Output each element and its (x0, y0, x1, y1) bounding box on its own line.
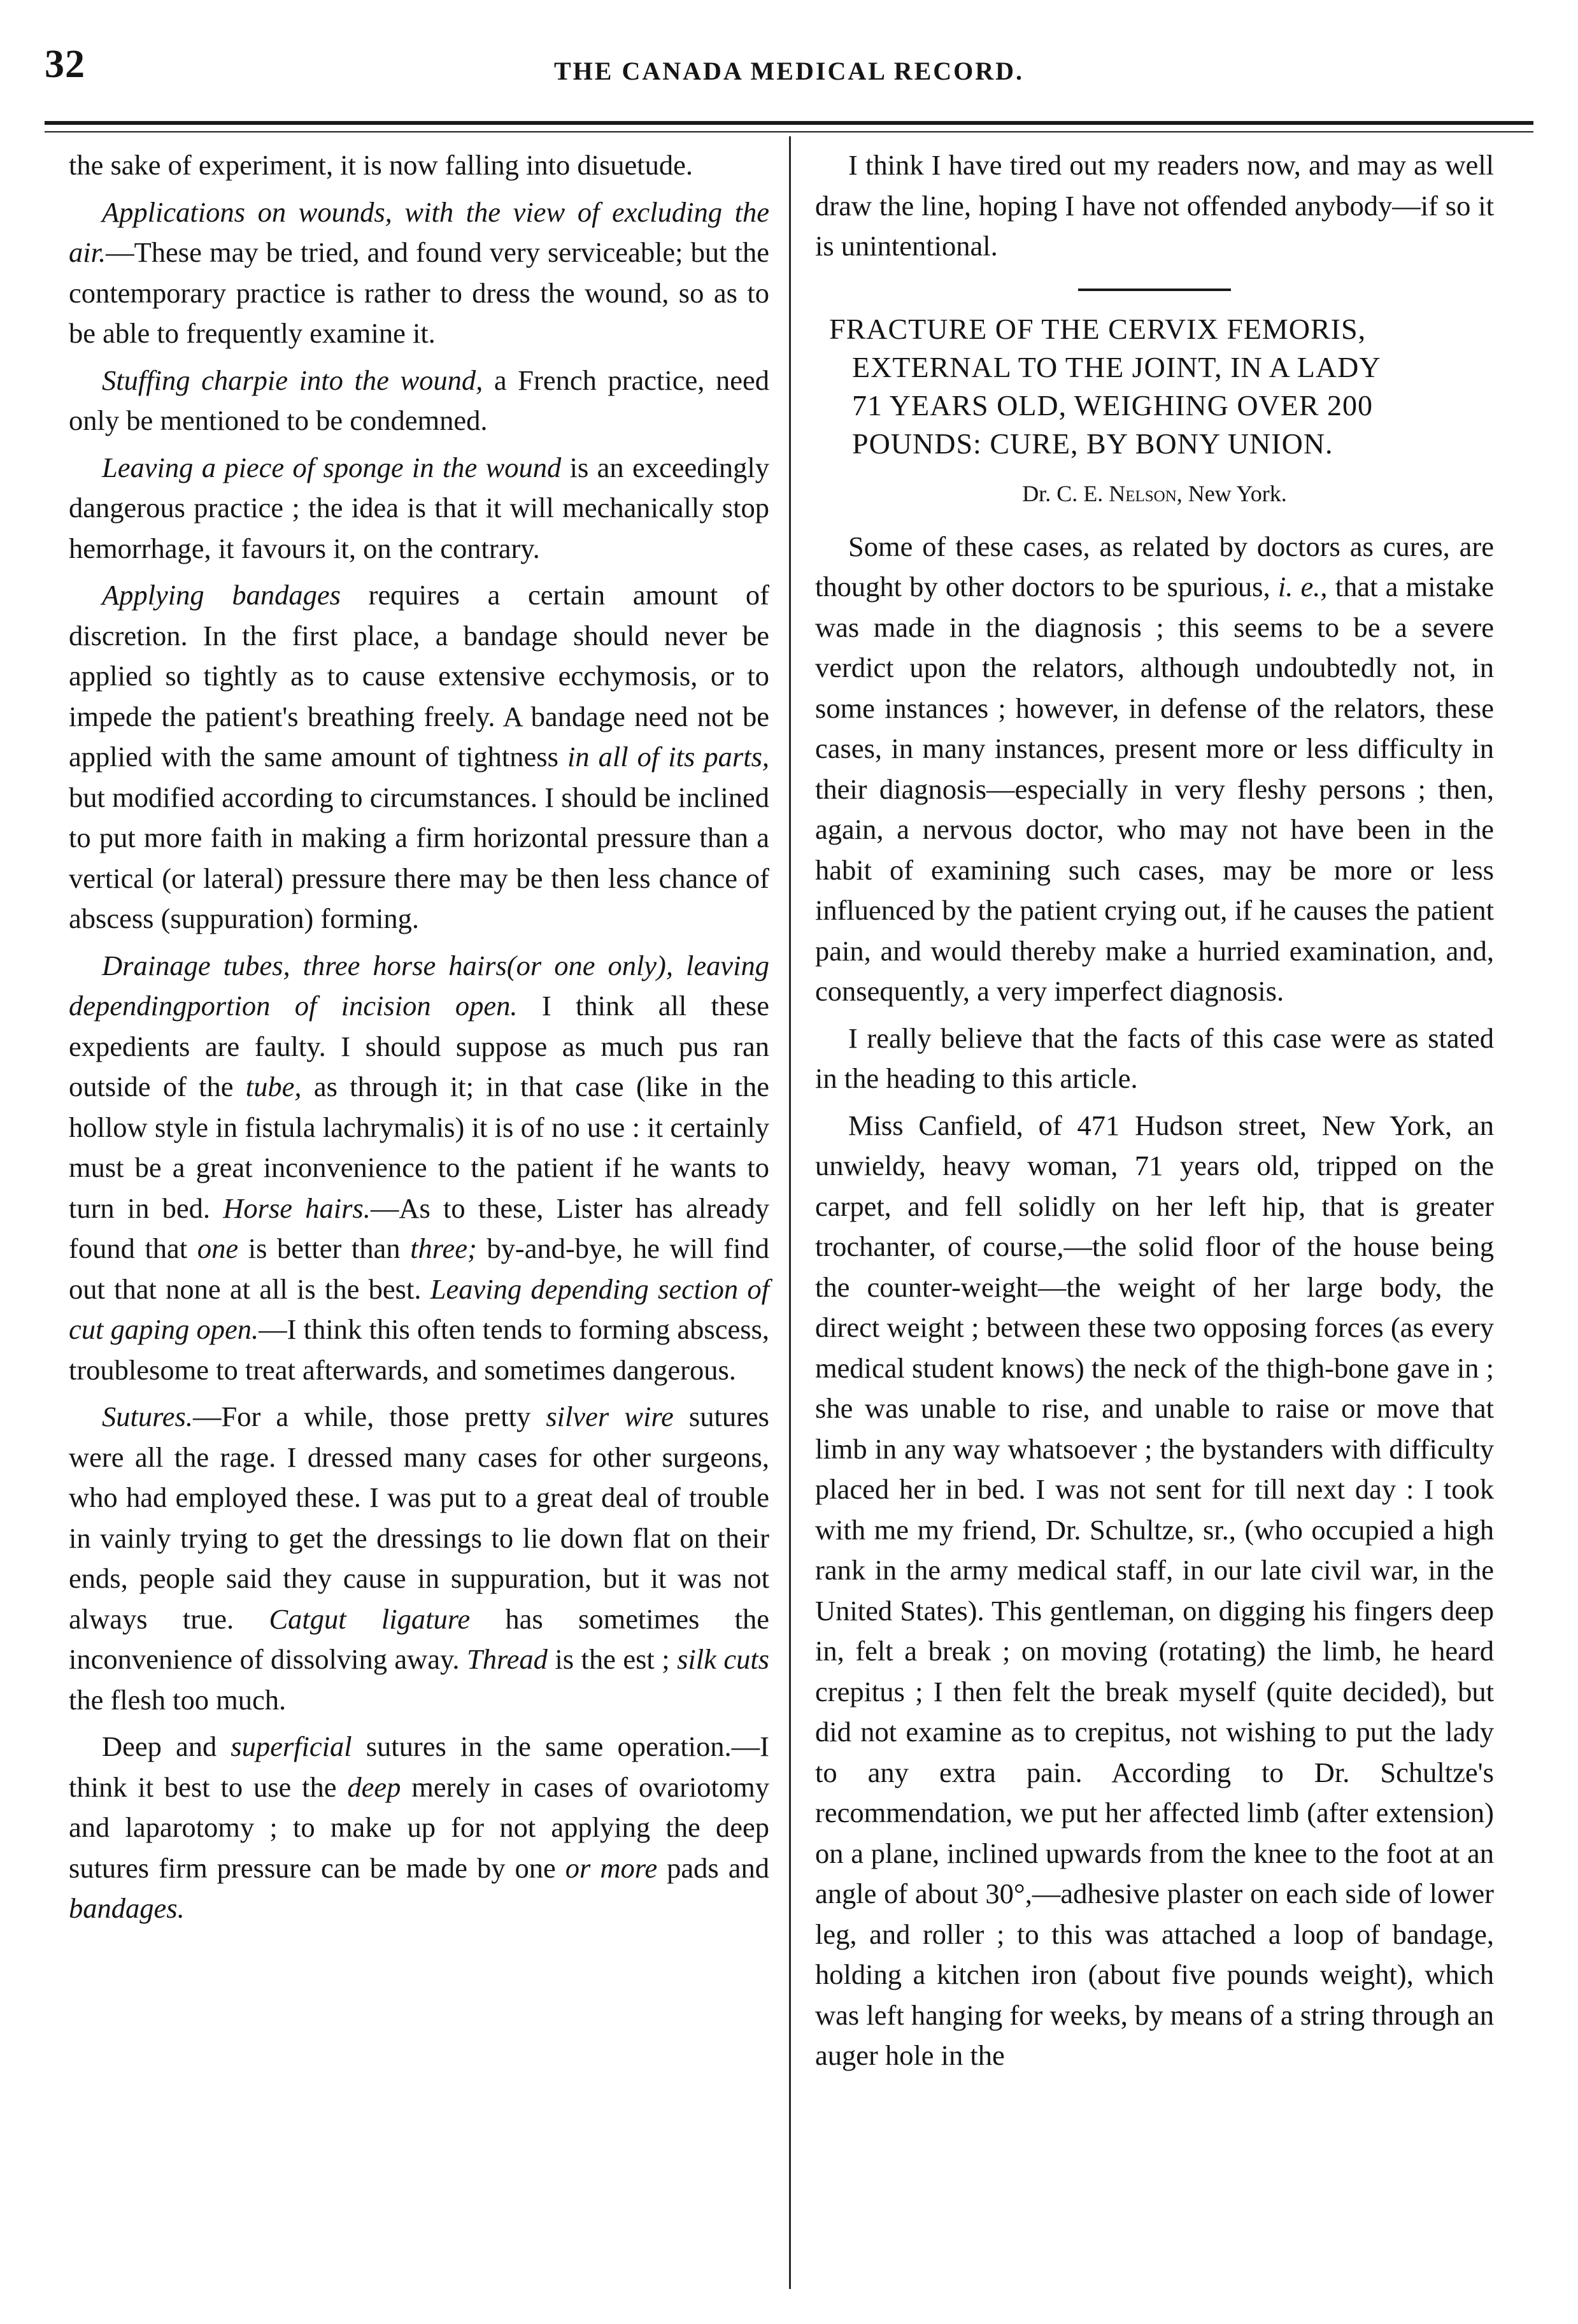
emphasis: i. e., (1277, 571, 1328, 602)
paragraph-text: is better than (238, 1232, 411, 1264)
paragraph-text: —I think this often tends to forming abscess, troublesome to treat afterwards, and sometimes dangerous. (69, 1313, 769, 1386)
emphasis: Leaving depending section of cut gaping open. (69, 1272, 769, 1345)
paragraph (69, 360, 769, 441)
paragraph: I think I have tired out my readers now, and may as well draw the line, hoping I have not offended anybody—if so it is unintentional. (815, 149, 1494, 262)
title-line: EXTERNAL TO THE JOINT, IN A LADY (852, 350, 1381, 383)
emphasis: tube, (245, 1071, 302, 1102)
paragraph-text: sutures were all the rage. I dressed many cases for other surgeons, who had employed these. I was put to a great deal of trouble in vainly trying to get the dressings to lie down flat on their ends, people said they cause in suppuration, but it was not always true. (69, 1401, 769, 1635)
header-rule-thin (45, 131, 1533, 132)
paragraph-text: has sometimes the inconvenience of dissolving away. (69, 1602, 769, 1675)
page-header (0, 42, 1578, 118)
paragraph-text: —These may be tried, and found very serviceable; but the contemporary practice is rather to dress the wound, so as to be able to frequently examine it. (69, 236, 769, 349)
running-head: THE CANADA MEDICAL RECORD. (553, 57, 1025, 85)
subheading: Leaving a piece of sponge in the wound (102, 451, 562, 483)
paragraph-text: the flesh too much. (69, 1683, 287, 1716)
emphasis: or more (565, 1851, 658, 1884)
paragraph-text: but modified according to circumstances. I should be inclined to put more faith in making a firm horizontal pressure than a vertical (or lateral) pressure there may be then less chance of abscess (suppuration) forming. (69, 781, 769, 934)
paragraph (69, 1397, 769, 1720)
paragraph-text: pads and (657, 1851, 769, 1884)
emphasis: Horse hairs. (223, 1192, 371, 1224)
emphasis: bandages. (69, 1892, 185, 1924)
page-number: 32 (45, 43, 85, 86)
paragraph-text: —For a while, those pretty (192, 1401, 546, 1432)
emphasis: deep (347, 1771, 401, 1803)
author-place: , New York. (1176, 480, 1287, 506)
title-line: FRACTURE OF THE CERVIX FEMORIS, (829, 312, 1367, 345)
paragraph-text: I think all these expedients are faulty. I should suppose as much pus ran outside of the (69, 990, 769, 1102)
emphasis: Catgut ligature (269, 1602, 471, 1635)
paragraph: I really believe that the facts of this case were as stated in the heading to this article. (815, 1022, 1494, 1094)
paragraph (69, 1727, 769, 1929)
section-divider (1078, 289, 1231, 291)
article-title (815, 310, 1494, 463)
paragraph-text: Deep and (102, 1730, 231, 1762)
paragraph-text: Some of these cases, as related by doctors as cures, are thought by other doctors to be spurious, (815, 530, 1494, 602)
header-rule-thick (45, 121, 1533, 125)
paragraph (69, 448, 769, 569)
paragraph-text: as through it; in that case (like in the hollow style in fistula lachrymalis) it is of no use : it certainly must be a great inconvenience to the patient if he wants to turn in bed. (69, 1071, 770, 1224)
paragraph-text: merely in cases of ovariotomy and laparotomy ; to make up for not applying the deep sutures firm pressure can be made by one (69, 1771, 769, 1884)
title-line: POUNDS: CURE, BY BONY UNION. (852, 427, 1333, 460)
emphasis: in all of its parts, (567, 741, 770, 773)
author-byline (815, 477, 1494, 510)
paragraph-text: a French practice, need only be mentioned to be condemned. (69, 364, 769, 436)
emphasis: superficial (231, 1730, 352, 1762)
title-line: 71 YEARS OLD, WEIGHING OVER 200 (852, 389, 1374, 422)
paragraph (815, 527, 1494, 1012)
column-divider (789, 136, 791, 2289)
author-prefix: Dr. C. E. (1022, 480, 1109, 506)
subheading: Applications on wounds, with the view of excluding the air. (69, 196, 769, 268)
emphasis: silk cuts (677, 1643, 770, 1675)
subheading: Drainage tubes, three horse hairs(or one only), leaving dependingportion of incision open. (69, 949, 769, 1022)
paragraph: the sake of experiment, it is now falling into disuetude. (69, 149, 693, 181)
subheading: Applying bandages (102, 579, 341, 611)
paragraph (69, 575, 769, 939)
author-name: Nelson (1109, 480, 1177, 506)
paragraph (69, 946, 769, 1391)
emphasis: silver wire (546, 1401, 674, 1432)
paragraph-text: —As to these, Lister has already found that (69, 1192, 769, 1264)
emphasis: three; (410, 1232, 477, 1264)
paragraph-text: that a mistake was made in the diagnosis ; this seems to be a severe verdict upon the relators, although undoubtedly not, in some instances ; however, in defense of the relators, these cases, in many instances, present more or less difficulty in their diagnosis—especially in very fleshy persons ; then, again, a nervous doctor, who may not have been in the habit of examining such cases, may be more or less influenced by the patient crying out, if he causes the patient pain, and would thereby make a hurried examination, and, consequently, a very imperfect diagnosis. (815, 571, 1494, 1007)
emphasis: one (197, 1232, 239, 1264)
paragraph-text: requires a certain amount of discretion. In the first place, a bandage should never be applied so tightly as to cause extensive ecchymosis, or to impede the patient's breathing freely. A bandage need not be applied with the same amount of tightness (69, 579, 770, 773)
right-column (815, 145, 1494, 2083)
paragraph (69, 192, 769, 354)
paragraph-text: is an exceedingly dangerous practice ; the idea is that it will mechanically stop hemorrhage, it favours it, on the contrary. (69, 451, 769, 564)
emphasis: Thread (467, 1643, 548, 1675)
paragraph-text: by-and-bye, he will find out that none at all is the best. (69, 1232, 769, 1305)
left-column (69, 145, 769, 1935)
paragraph: Miss Canfield, of 471 Hudson street, New York, an unwieldy, heavy woman, 71 years old, tripped on the carpet, and fell solidly on her left hip, that is greater trochanter, of course,—the solid floor of the house being the counter-weight—the weight of her large body, the direct weight ; between these two opposing forces (as every medical student knows) the neck of the thigh-bone gave in ; she was unable to rise, and unable to raise or move that limb in any way whatsoever ; the bystanders with difficulty placed her in bed. I was not sent for till next day : I took with me my friend, Dr. Schultze, sr., (who occupied a high rank in the army medical staff, in our late civil war, in the United States). This gentleman, on digging his fingers deep in, felt a break ; on moving (rotating) the limb, he heard crepitus ; I then felt the break myself (quite decided), but did not examine as to crepitus, not wishing to put the lady to any extra pain. According to Dr. Schultze's recommendation, we put her affected limb (after extension) on a plane, inclined upwards from the knee to the foot at an angle of about 30°,—adhesive plaster on each side of lower leg, and roller ; to this was attached a loop of bandage, holding a kitchen iron (about five pounds weight), which was left hanging for weeks, by means of a string through an auger hole in the (815, 1109, 1494, 2071)
paragraph-text: is the est ; (547, 1643, 678, 1675)
subheading: Stuffing charpie into the wound, (102, 364, 483, 396)
paragraph-text: sutures in the same operation.—I think it best to use the (69, 1730, 769, 1803)
subheading: Sutures. (102, 1401, 193, 1432)
